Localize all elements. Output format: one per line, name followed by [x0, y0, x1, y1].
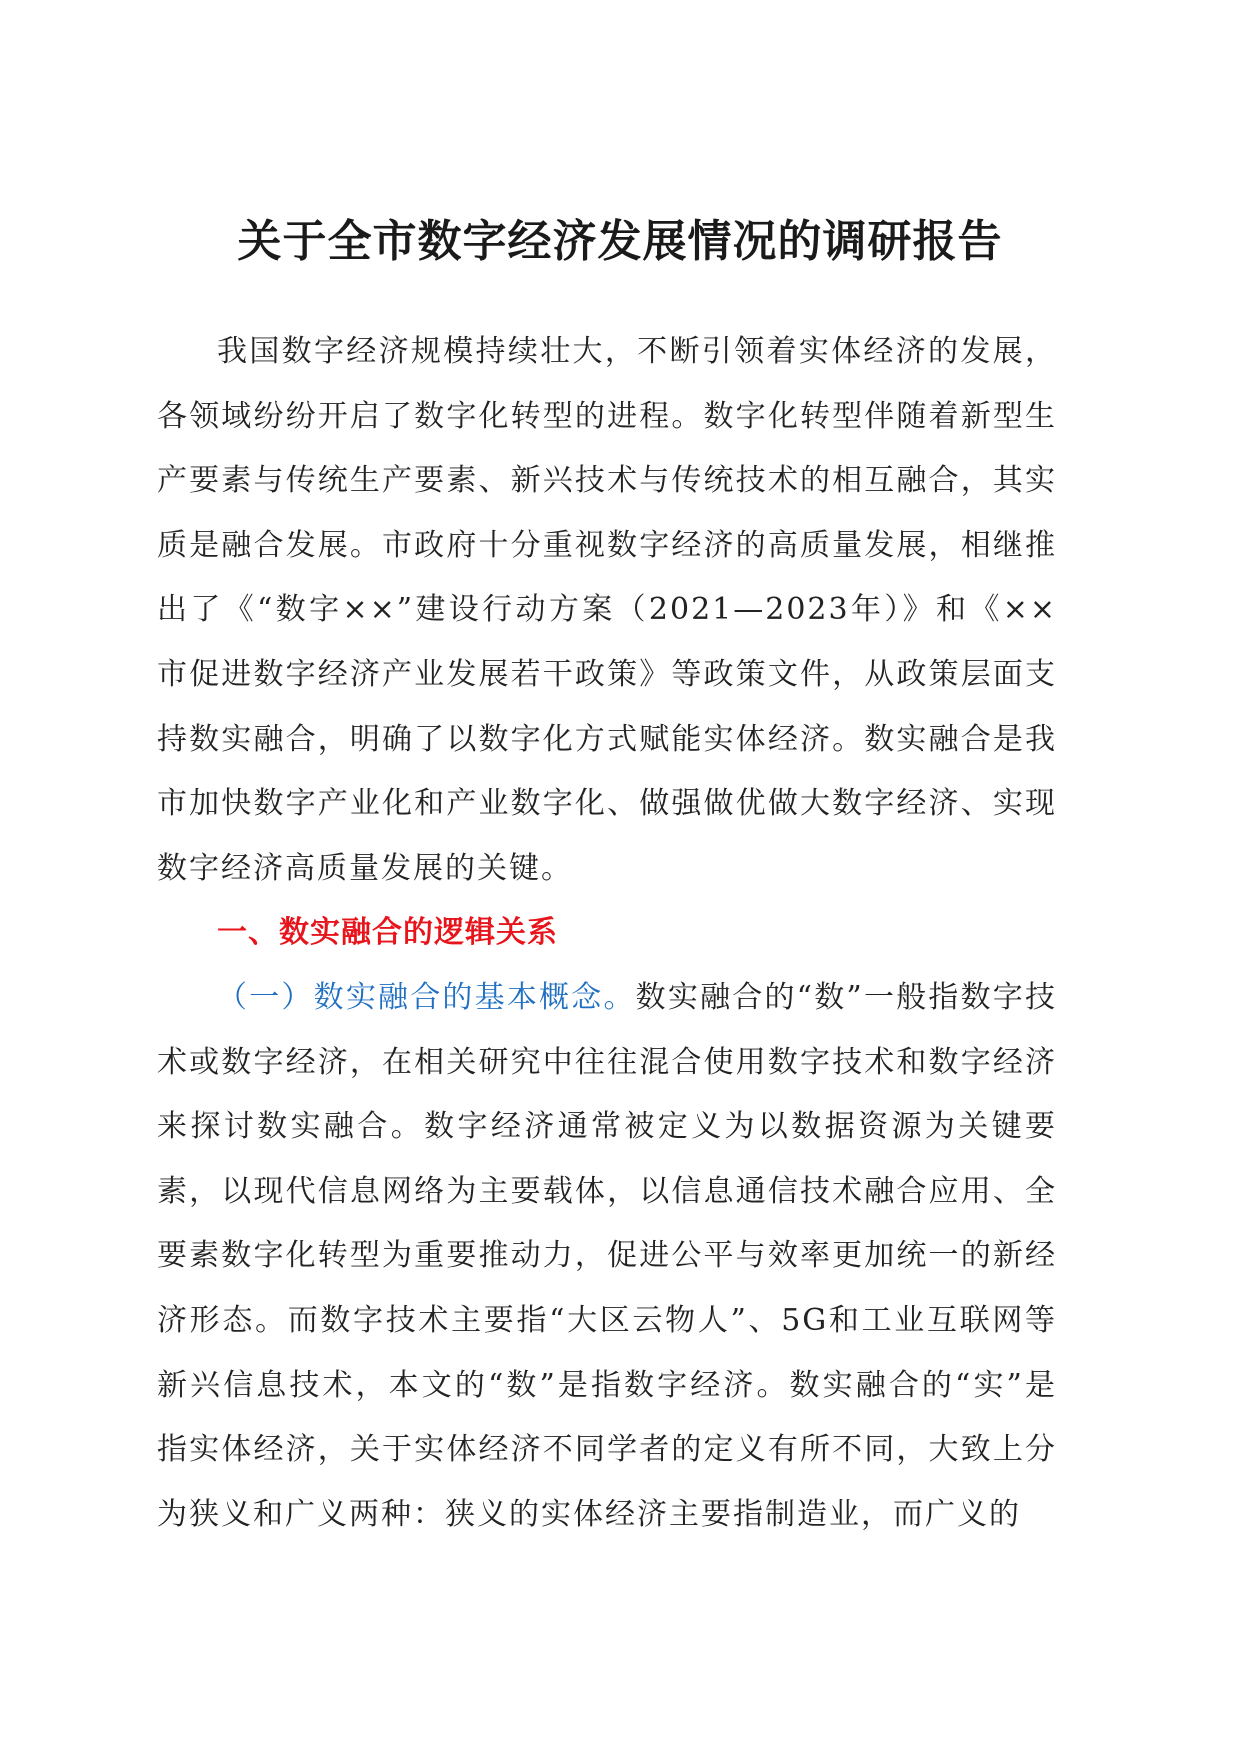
concept-paragraph — [157, 966, 1057, 1547]
concept-paragraph-text: 数实融合的“数”一般指数字技术或数字经济，在相关研究中往往混合使用数字技术和数字经济来探讨数实融合。数字经济通常被定义为以数据资源为关键要素，以现代信息网络为主要载体，以信息通信技术融合应用、全要素数字化转型为重要推动力，促进公平与效率更加统一的新经济形态。而数字技术主要指“大区云物人”、5G和工业互联网等新兴信息技术，本文的“数”是指数字经济。数实融合的“实”是指实体经济，关于实体经济不同学者的定义有所不同，大致上分为狭义和广义两种：狭义的实体经济主要指制造业，而广义的 — [157, 979, 1057, 1532]
document-title: 关于全市数字经济发展情况的调研报告 — [237, 216, 1003, 267]
intro-paragraph: 我国数字经济规模持续壮大，不断引领着实体经济的发展，各领域纷纷开启了数字化转型的进程。数字化转型伴随着新型生产要素与传统生产要素、新兴技术与传统技术的相互融合，其实质是融合发展。市政府十分重视数字经济的高质量发展，相继推出了《“数字××”建设行动方案（2021—2023年）》和《××市促进数字经济产业发展若干政策》等政策文件，从政策层面支持数实融合，明确了以数字化方式赋能实体经济。数实融合是我市加快数字产业化和产业数字化、做强做优做大数字经济、实现数字经济高质量发展的关键。 — [157, 334, 1057, 886]
document-body — [157, 320, 1057, 1547]
subsection-heading: （一）数实融合的基本概念。 — [217, 979, 636, 1015]
section-heading: 一、数实融合的逻辑关系 — [217, 915, 558, 951]
